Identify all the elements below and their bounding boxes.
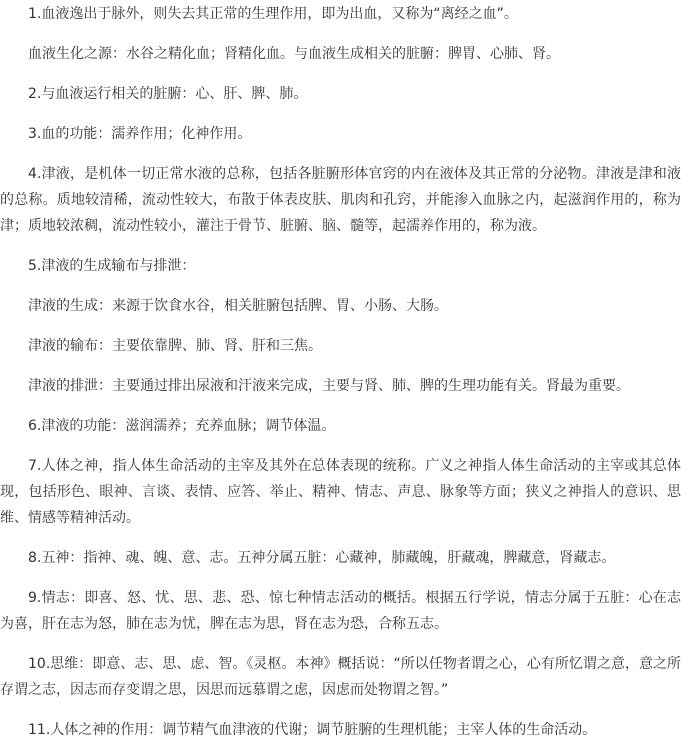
paragraph-blood-circulation-organs: 2.与血液运行相关的脏腑：心、肝、脾、肺。 [28, 86, 308, 102]
paragraph-body-fluids-excretion: 津液的排泄：主要通过排出尿液和汗液来完成，主要与肾、肺、脾的生理功能有关。肾最为重要。 [28, 378, 630, 394]
paragraph-spirit-functions: 11.人体之神的作用：调节精气血津液的代谢；调节脏腑的生理机能；主宰人体的生命活动。 [28, 722, 597, 738]
paragraph-body-fluids-definition: 4.津液，是机体一切正常水液的总称，包括各脏腑形体官窍的内在液体及其正常的分泌物。津液是津和液的总称。质地较清稀，流动性较大，布散于体表皮肤、肌肉和孔窍，并能渗入血脉之内，起滋润作用的，称为津；质地较浓稠，流动性较小，灌注于骨节、脏腑、脑、髓等，起濡养作用的，称为液。 [0, 166, 681, 234]
paragraph-spirit-definition: 7.人体之神，指人体生命活动的主宰及其外在总体表现的统称。广义之神指人体生命活动的主宰或其总体现，包括形色、眼神、言谈、表情、应答、举止、精神、情志、声息、脉象等方面；狭义之神指人的意识、思维、情感等精神活动。 [0, 458, 681, 526]
paragraph-blood-source: 血液生化之源：水谷之精化血；肾精化血。与血液生成相关的脏腑：脾胃、心肺、肾。 [28, 46, 560, 62]
paragraph-body-fluids-heading: 5.津液的生成输布与排泄： [28, 258, 196, 274]
paragraph-thinking: 10.思维：即意、志、思、虑、智。《灵枢。本神》概括说：“所以任物者谓之心，心有所忆谓之意，意之所存谓之志，因志而存变谓之思，因思而远慕谓之虑，因虑而处物谓之智。” [0, 656, 681, 698]
paragraph-body-fluids-functions: 6.津液的功能：滋润濡养；充养血脉；调节体温。 [28, 418, 336, 434]
paragraph-body-fluids-generation: 津液的生成：来源于饮食水谷，相关脏腑包括脾、胃、小肠、大肠。 [28, 298, 448, 314]
paragraph-blood-functions: 3.血的功能：濡养作用；化神作用。 [28, 126, 252, 142]
paragraph-bleeding-definition: 1.血液逸出于脉外，则失去其正常的生理作用，即为出血，又称为“离经之血”。 [28, 6, 518, 22]
paragraph-body-fluids-distribution: 津液的输布：主要依靠脾、肺、肾、肝和三焦。 [28, 338, 322, 354]
paragraph-five-spirits: 8.五神：指神、魂、魄、意、志。五神分属五脏：心藏神，肺藏魄，肝藏魂，脾藏意，肾藏志。 [28, 550, 616, 566]
paragraph-emotions: 9.情志：即喜、怒、忧、思、悲、恐、惊七种情志活动的概括。根据五行学说，情志分属于五脏：心在志为喜，肝在志为怒，肺在志为忧，脾在志为思，肾在志为恐，合称五志。 [0, 590, 681, 632]
